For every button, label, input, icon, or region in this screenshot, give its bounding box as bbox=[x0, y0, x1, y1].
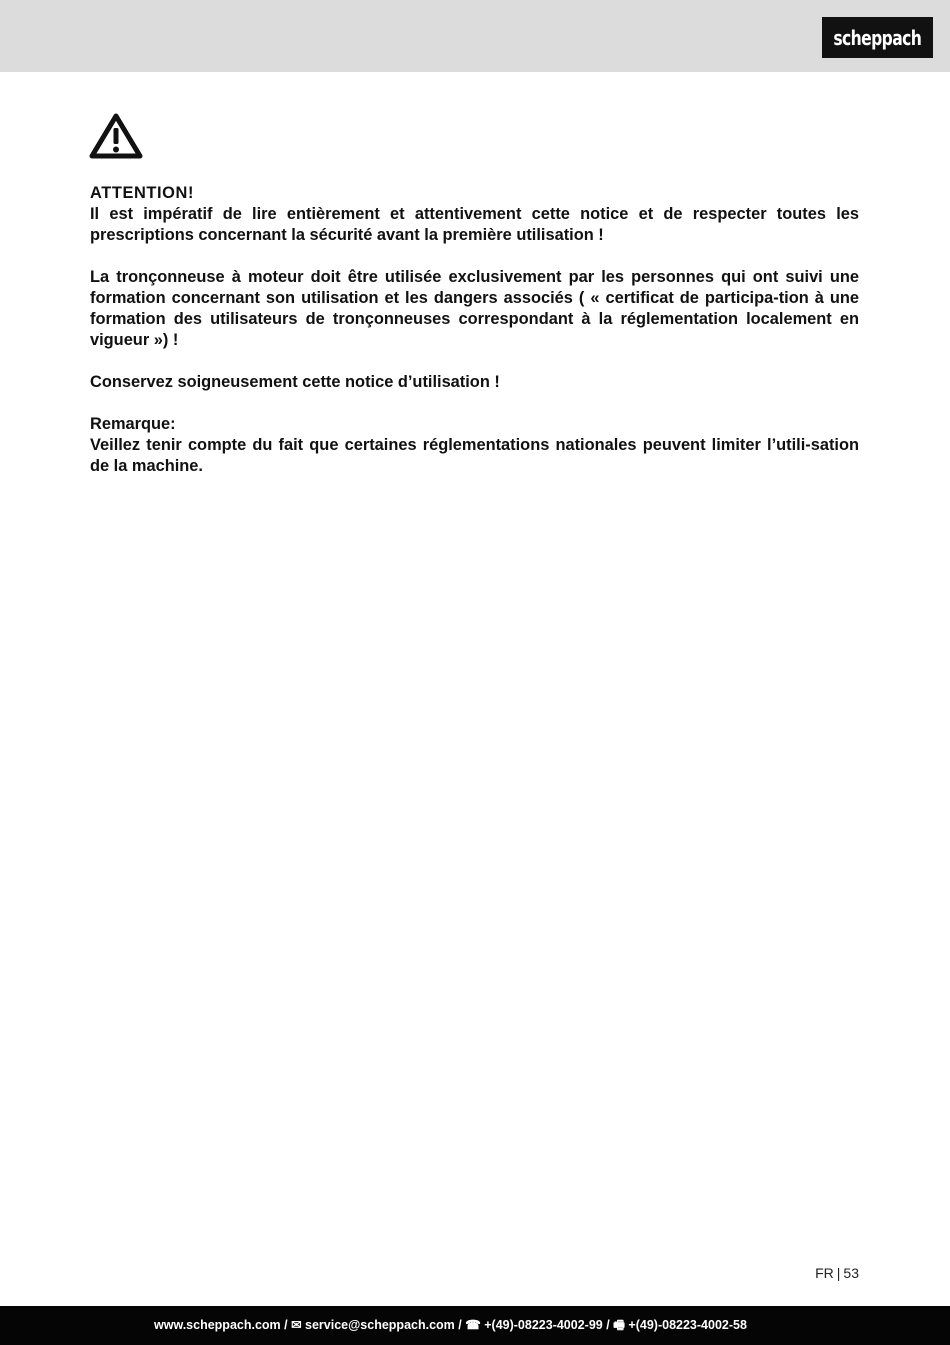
page-header bbox=[0, 0, 950, 72]
brand-logo bbox=[822, 17, 933, 58]
remark-block bbox=[90, 414, 859, 477]
attention-title: ATTENTION! bbox=[90, 184, 195, 202]
attention-body: Il est impératif de lire entièrement et attentivement cette notice et de respecter toutes les prescriptions concernant la sécurité avant la première utilisation ! bbox=[90, 205, 859, 244]
remark-body: Veillez tenir compte du fait que certaines réglementations nationales peuvent limiter l’utili-sation de la machine. bbox=[90, 436, 859, 475]
footer-contact: www.scheppach.com / ✉ service@scheppach.com / ☎ +(49)-08223-4002-99 / 🖷 +(49)-08223-4002-58 bbox=[154, 1318, 747, 1332]
attention-block bbox=[90, 183, 859, 246]
warning-triangle-icon bbox=[89, 112, 143, 160]
page-language: FR bbox=[815, 1265, 834, 1281]
page-separator: | bbox=[836, 1265, 841, 1281]
keep-notice-paragraph: Conservez soigneusement cette notice d’utilisation ! bbox=[90, 373, 500, 391]
page-number bbox=[815, 1265, 859, 1281]
remark-title: Remarque: bbox=[90, 415, 176, 433]
usage-paragraph: La tronçonneuse à moteur doit être utilisée exclusivement par les personnes qui ont suivi une formation concernant son utilisation et les dangers associés ( « certificat de participa-tion à une formation des utilisateurs de tronçonneuses correspondant à la réglementation localement en vigueur ») ! bbox=[90, 268, 859, 349]
brand-logo-text: scheppach bbox=[833, 25, 922, 50]
document-body bbox=[90, 183, 859, 498]
page-number-value: 53 bbox=[843, 1265, 859, 1281]
